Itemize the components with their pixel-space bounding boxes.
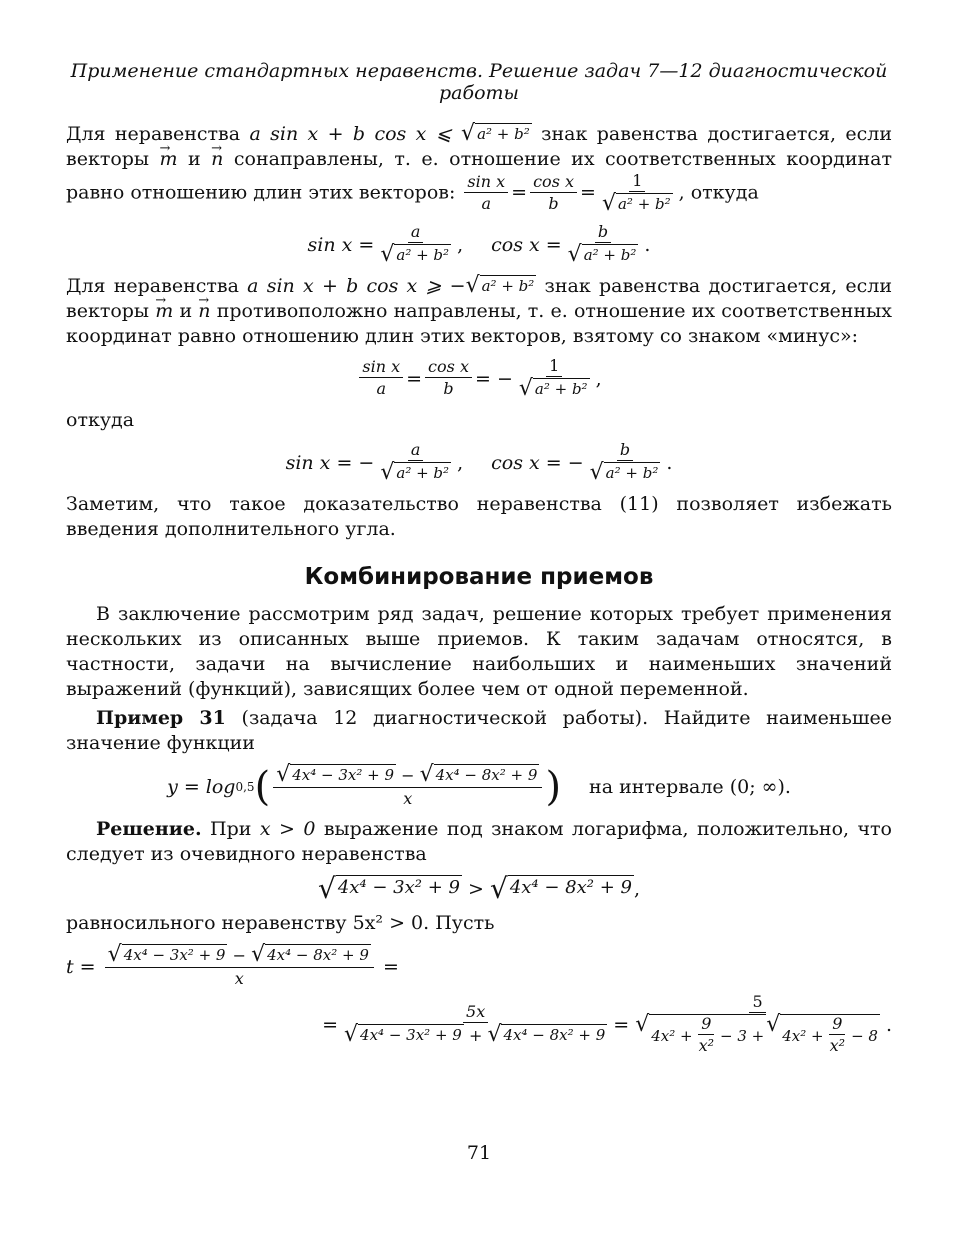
frac-sinx-a: $\frac{\text{sin x}}{a}$ [464,173,508,214]
page-number: 71 [466,1142,492,1164]
p1-inequality: a sin x + b cos x ⩽ [249,123,462,145]
paragraph-1: Для неравенства a sin x + b cos x ⩽ √ a² + b² знак равенства достигается, если векторы → m и → n сонаправлены, т. е. отношение их соответственных координат равно отношению длин этих векторов: $\frac{\text{sin x}}{a}$ = $\frac{\text{cos x}}{b}$ = 1 √ a² + b² , откуда [66,122,892,215]
running-header: Применение стандартных неравенств. Решение задач 7—12 диагностической работы [70,60,888,104]
equiv-line: равносильного неравенству 5x² > 0. Пусть [66,912,495,934]
p1-text-b: знак равенства достигается, если векторы [66,123,892,170]
formula-sin-cos-2: sin x = − a √ a² + b² , cos x = − b √ a² + b² . [285,440,673,485]
p1-text-c: и [188,148,201,170]
paragraph-3: Заметим, что такое доказательство неравенства (11) позволяет избежать введения дополнительного угла. [66,493,892,540]
page [66,60,892,1164]
section-title: Комбинирование приемов [304,564,654,590]
frac-cosx-b: $\frac{\text{cos x}}{b}$ [530,173,577,214]
sqrt-a2b2: √ a² + b² [461,121,530,146]
p1-text-d: сонаправлены, т. е. отношение их соответственных координат равно отношению длин этих векторов: [66,148,892,204]
p1-text-a: Для неравенства [66,123,241,145]
formula-t-first: t = √ 4x⁴ − 3x² + 9 − √ 4x⁴ − 8x² + 9 x = [66,942,399,988]
vector-m-2: → m [155,300,173,322]
vector-m: → m [160,148,178,170]
formula-sin-cos-1: sin x = a √ a² + b² , cos x = b √ a² + b² . [307,222,651,267]
formula-t-second: = 5x √ 4x⁴ − 3x² + 9 + √ 4x⁴ − 8x² + 9 = 5 √ 4x² + $\frac{9}{\text{x²}}$ − 3 + √ 4x² + $\frac{9}{\text{x²}}$ − 8 . [322,992,892,1055]
frac-1-sqrt: 1 √ a² + b² [601,171,671,216]
paragraph-2: Для неравенства a sin x + b cos x ⩾ − √ a² + b² знак равенства достигается, если векторы → m и → n противоположно направлены, т. е. отношение их соответственных координат равно отношению длин этих векторов, взятому со знаком «минус»: [66,274,892,349]
vector-n: → n [211,148,223,170]
formula-obvious-ineq: √ 4x⁴ − 3x² + 9 > √ 4x⁴ − 8x² + 9 , [317,872,641,905]
p1-text-e: , откуда [678,181,759,204]
vector-n-2: → n [198,300,210,322]
formula-y-log: y = log 0,5 ( √ 4x⁴ − 3x² + 9 − √ 4x⁴ − 8x² + 9 x ) на интервале (0; ∞). [167,762,791,810]
example-31: Пример 31 (задача 12 диагностической работы). Найдите наименьшее значение функции [66,707,892,754]
paragraph-4: В заключение рассмотрим ряд задач, решение которых требует применения нескольких из описанных выше приемов. К таким задачам относятся, в частности, задачи на вычисление наибольших и наименьших значений выражений (функций), зависящих более чем от одной переменной. [66,603,892,700]
solution: Решение. При x > 0 выражение под знаком логарифма, положительно, что следует из очевидного неравенства [66,818,892,865]
otkuda-line: откуда [66,409,135,431]
formula-ratio-minus: $\frac{\text{sin x}}{a}$ = $\frac{\text{cos x}}{b}$ = − 1 √ a² + b² , [66,357,892,400]
